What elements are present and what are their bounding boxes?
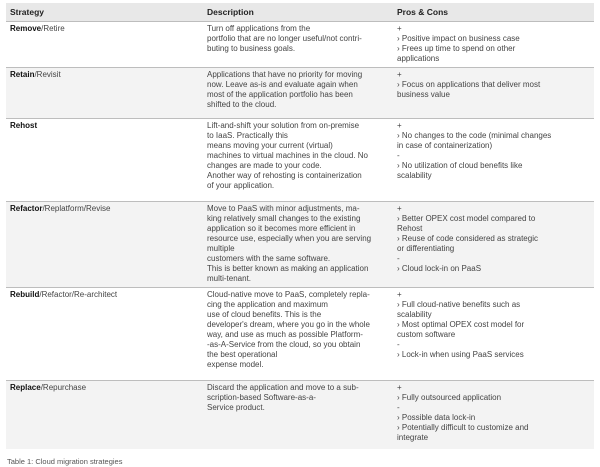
table-row	[6, 202, 594, 288]
description-line: changes are made to your code.	[207, 161, 322, 170]
strategy-name: Remove	[10, 24, 42, 33]
table-row	[6, 288, 594, 381]
pros-cons-line: -	[397, 151, 400, 160]
migration-strategies-table	[6, 3, 594, 449]
pros-cons-cell	[393, 22, 594, 68]
description-line: multi-tenant.	[207, 274, 252, 283]
strategy-cell	[6, 22, 203, 68]
pros-cons-line: -	[397, 403, 400, 412]
description-line: buting to business goals.	[207, 44, 296, 53]
strategy-alternatives: /Revisit	[34, 70, 61, 79]
pros-cons-line: › Better OPEX cost model compared to	[397, 214, 536, 223]
description-line: expense model.	[207, 360, 264, 369]
pros-cons-line: › Cloud lock-in on PaaS	[397, 264, 482, 273]
description-line: Turn off applications from the	[207, 24, 311, 33]
description-line: of your application.	[207, 181, 275, 190]
pros-cons-line: Rehost	[397, 224, 423, 233]
pros-cons-line: custom software	[397, 330, 456, 339]
pros-cons-line: › Full cloud-native benefits such as	[397, 300, 521, 309]
table-caption: Table 1: Cloud migration strategies	[7, 457, 123, 466]
description-cell	[203, 22, 393, 68]
description-line: most of the application portfolio has been	[207, 90, 353, 99]
header-pros-cons: Pros & Cons	[393, 3, 594, 22]
table-row	[6, 381, 594, 449]
pros-cons-line: scalability	[397, 171, 432, 180]
description-line: Service product.	[207, 403, 265, 412]
strategy-alternatives: /Refactor/Re-architect	[39, 290, 118, 299]
pros-cons-cell	[393, 202, 594, 288]
description-line: This is better known as making an application	[207, 264, 369, 273]
description-line: use of cloud benefits. This is the	[207, 310, 322, 319]
description-line: Applications that have no priority for moving	[207, 70, 363, 79]
description-line: Lift-and-shift your solution from on-premise	[207, 121, 360, 130]
table-row	[6, 68, 594, 119]
strategy-name: Retain	[10, 70, 35, 79]
pros-cons-cell	[393, 68, 594, 119]
description-line: shifted to the cloud.	[207, 100, 277, 109]
pros-cons-line: +	[397, 204, 402, 213]
strategy-name: Refactor	[10, 204, 43, 213]
pros-cons-line: +	[397, 121, 402, 130]
description-cell	[203, 288, 393, 381]
description-line: customers with the same software.	[207, 254, 331, 263]
pros-cons-line: +	[397, 290, 402, 299]
description-line: developer's dream, where you go in the whole	[207, 320, 370, 329]
description-line: now. Leave as-is and evaluate again when	[207, 80, 358, 89]
description-line: way, and use as much as possible Platform-	[207, 330, 363, 339]
pros-cons-line: or differentiating	[397, 244, 455, 253]
table-header-row	[6, 3, 594, 22]
description-cell	[203, 381, 393, 449]
description-line: the best operational	[207, 350, 278, 359]
description-line: machines to virtual machines in the cloud. No	[207, 151, 368, 160]
description-cell	[203, 202, 393, 288]
strategy-cell	[6, 288, 203, 381]
description-line: scription-based Software-as-a-	[207, 393, 316, 402]
pros-cons-line: › No changes to the code (minimal changes	[397, 131, 552, 140]
description-line: means moving your current (virtual)	[207, 141, 333, 150]
description-line: Another way of rehosting is containerization	[207, 171, 362, 180]
description-line: Discard the application and move to a sub-	[207, 383, 359, 392]
description-line: -as-A-Service from the cloud, so you obtain	[207, 340, 361, 349]
strategy-name: Replace	[10, 383, 41, 392]
pros-cons-line: -	[397, 340, 400, 349]
strategy-alternatives: /Replatform/Revise	[42, 204, 111, 213]
pros-cons-line: +	[397, 70, 402, 79]
table-row	[6, 119, 594, 202]
description-line: resource use, especially when you are serving	[207, 234, 372, 243]
strategy-name: Rebuild	[10, 290, 40, 299]
pros-cons-line: integrate	[397, 433, 429, 442]
pros-cons-line: -	[397, 254, 400, 263]
description-line: application so it becomes more efficient in	[207, 224, 356, 233]
pros-cons-line: › Fully outsourced application	[397, 393, 502, 402]
strategy-alternatives: /Retire	[41, 24, 65, 33]
description-line: cing the application and maximum	[207, 300, 328, 309]
pros-cons-cell	[393, 288, 594, 381]
strategy-cell	[6, 68, 203, 119]
pros-cons-line: applications	[397, 54, 440, 63]
pros-cons-line: › Positive impact on business case	[397, 34, 520, 43]
header-description: Description	[203, 3, 393, 22]
pros-cons-line: › Frees up time to spend on other	[397, 44, 516, 53]
description-cell	[203, 119, 393, 202]
description-cell	[203, 68, 393, 119]
description-line: king relatively small changes to the existing	[207, 214, 361, 223]
description-line: portfolio that are no longer useful/not contri-	[207, 34, 362, 43]
pros-cons-line: +	[397, 383, 402, 392]
description-line: Cloud-native move to PaaS, completely repla-	[207, 290, 370, 299]
pros-cons-line: › Most optimal OPEX cost model for	[397, 320, 525, 329]
pros-cons-cell	[393, 119, 594, 202]
description-line: multiple	[207, 244, 235, 253]
pros-cons-line: business value	[397, 90, 450, 99]
pros-cons-line: › Possible data lock-in	[397, 413, 476, 422]
pros-cons-line: in case of containerization)	[397, 141, 493, 150]
pros-cons-cell	[393, 381, 594, 449]
pros-cons-line: +	[397, 24, 402, 33]
pros-cons-line: › Focus on applications that deliver most	[397, 80, 541, 89]
strategy-cell	[6, 119, 203, 202]
description-line: Move to PaaS with minor adjustments, ma-	[207, 204, 360, 213]
strategy-cell	[6, 381, 203, 449]
description-line: to IaaS. Practically this	[207, 131, 288, 140]
pros-cons-line: › No utilization of cloud benefits like	[397, 161, 523, 170]
pros-cons-line: scalability	[397, 310, 432, 319]
pros-cons-line: › Potentially difficult to customize and	[397, 423, 529, 432]
header-strategy: Strategy	[6, 3, 203, 22]
pros-cons-line: › Reuse of code considered as strategic	[397, 234, 538, 243]
strategy-alternatives: /Repurchase	[40, 383, 87, 392]
table-row	[6, 22, 594, 68]
strategy-name: Rehost	[10, 121, 38, 130]
pros-cons-line: › Lock-in when using PaaS services	[397, 350, 524, 359]
strategy-cell	[6, 202, 203, 288]
